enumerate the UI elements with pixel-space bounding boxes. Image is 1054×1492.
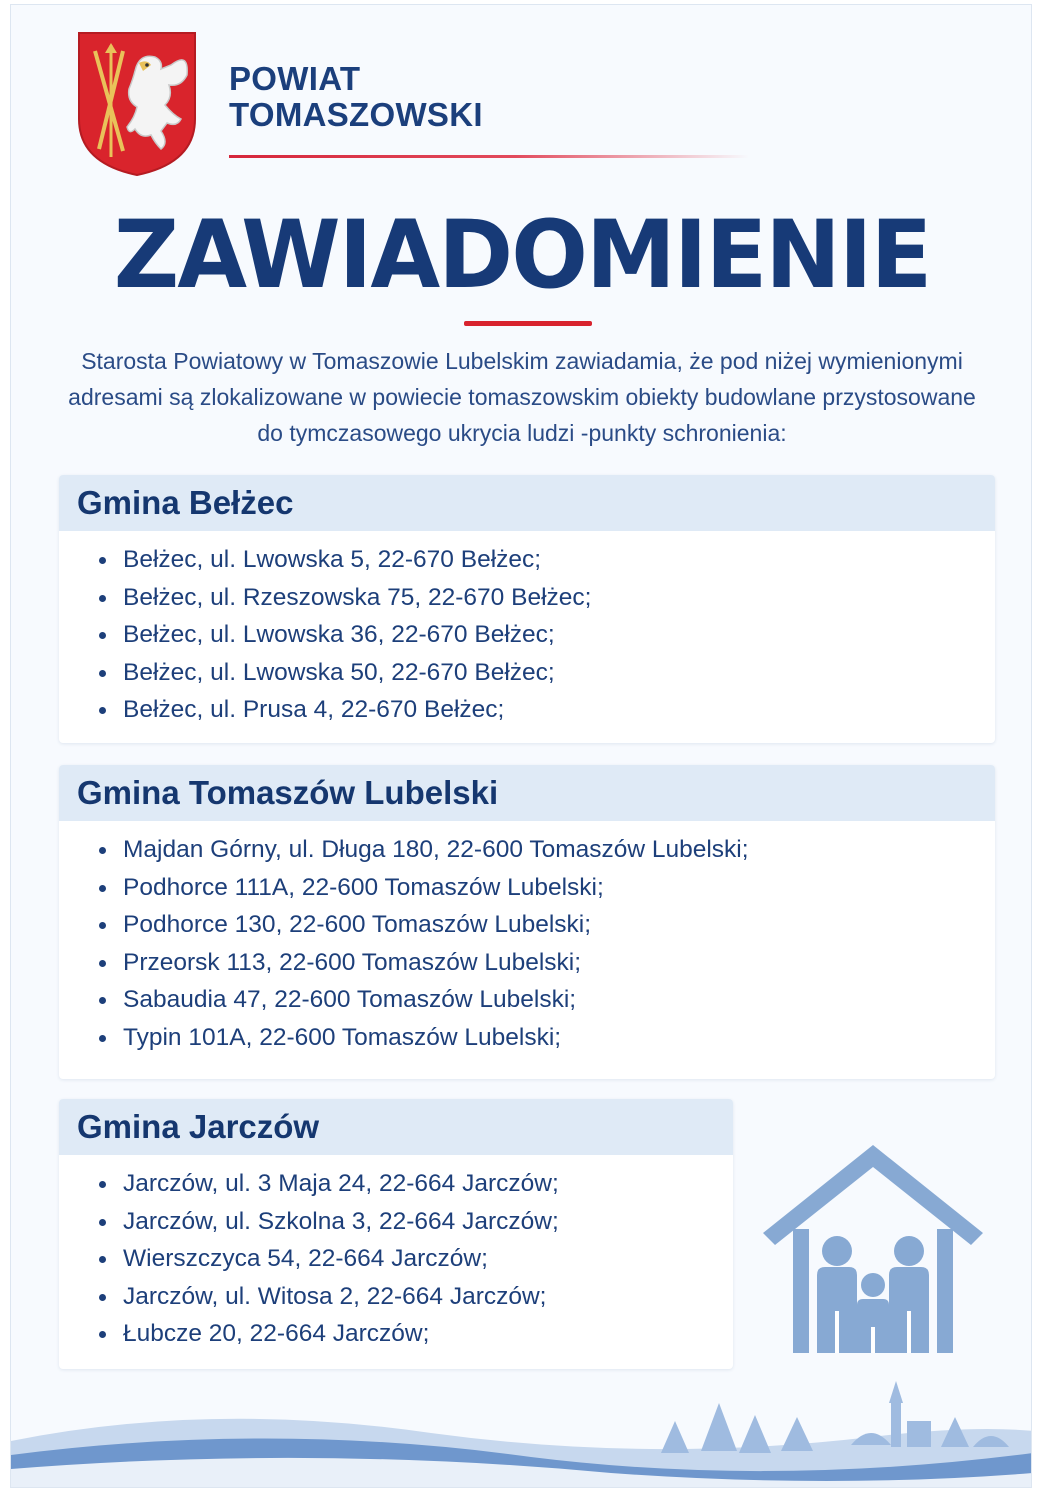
list-item: Jarczów, ul. Szkolna 3, 22-664 Jarczów; xyxy=(95,1203,733,1241)
list-item: Sabaudia 47, 22-600 Tomaszów Lubelski; xyxy=(95,981,995,1019)
section-gmina-belzec xyxy=(59,475,995,743)
brand-line-2: TOMASZOWSKI xyxy=(229,96,483,133)
list-item: Bełżec, ul. Lwowska 50, 22-670 Bełżec; xyxy=(95,654,995,692)
list-item: Bełżec, ul. Rzeszowska 75, 22-670 Bełżec; xyxy=(95,579,995,617)
list-item: Typin 101A, 22-600 Tomaszów Lubelski; xyxy=(95,1019,995,1057)
list-item: Jarczów, ul. 3 Maja 24, 22-664 Jarczów; xyxy=(95,1165,733,1203)
title-divider xyxy=(464,321,592,326)
list-item: Bełżec, ul. Lwowska 36, 22-670 Bełżec; xyxy=(95,616,995,654)
page-title: ZAWIADOMIENIE xyxy=(113,201,931,310)
section-gmina-jarczow xyxy=(59,1099,733,1369)
section-heading: Gmina Tomaszów Lubelski xyxy=(59,765,995,821)
intro-text: Starosta Powiatowy w Tomaszowie Lubelskim zawiadamia, że pod niżej wymienionymi adresami są zlokalizowane w powiecie tomaszowskim obiekty budowlane przystosowane do tymczasowego ukrycia ludzi -punkty schronienia: xyxy=(68,348,976,446)
brand-divider xyxy=(229,155,749,158)
list-item: Jarczów, ul. Witosa 2, 22-664 Jarczów; xyxy=(95,1278,733,1316)
address-list xyxy=(59,531,995,729)
list-item: Wierszczyca 54, 22-664 Jarczów; xyxy=(95,1240,733,1278)
section-heading: Gmina Jarczów xyxy=(59,1099,733,1155)
list-item: Podhorce 130, 22-600 Tomaszów Lubelski; xyxy=(95,906,995,944)
list-item: Bełżec, ul. Lwowska 5, 22-670 Bełżec; xyxy=(95,541,995,579)
griffin-coat-of-arms-icon xyxy=(77,31,197,177)
brand-line-1: POWIAT xyxy=(229,60,361,97)
list-item: Przeorsk 113, 22-600 Tomaszów Lubelski; xyxy=(95,944,995,982)
address-list xyxy=(59,1155,733,1353)
section-heading: Gmina Bełżec xyxy=(59,475,995,531)
address-list xyxy=(59,821,995,1057)
list-item: Łubcze 20, 22-664 Jarczów; xyxy=(95,1315,733,1353)
section-gmina-tomaszow-lubelski xyxy=(59,765,995,1079)
list-item: Bełżec, ul. Prusa 4, 22-670 Bełżec; xyxy=(95,691,995,729)
notice-page xyxy=(10,4,1032,1488)
brand-name xyxy=(229,61,483,133)
list-item: Majdan Górny, ul. Długa 180, 22-600 Tomaszów Lubelski; xyxy=(95,831,995,869)
village-landscape-icon xyxy=(11,1381,1032,1488)
family-shelter-icon xyxy=(753,1141,993,1355)
list-item: Podhorce 111A, 22-600 Tomaszów Lubelski; xyxy=(95,869,995,907)
